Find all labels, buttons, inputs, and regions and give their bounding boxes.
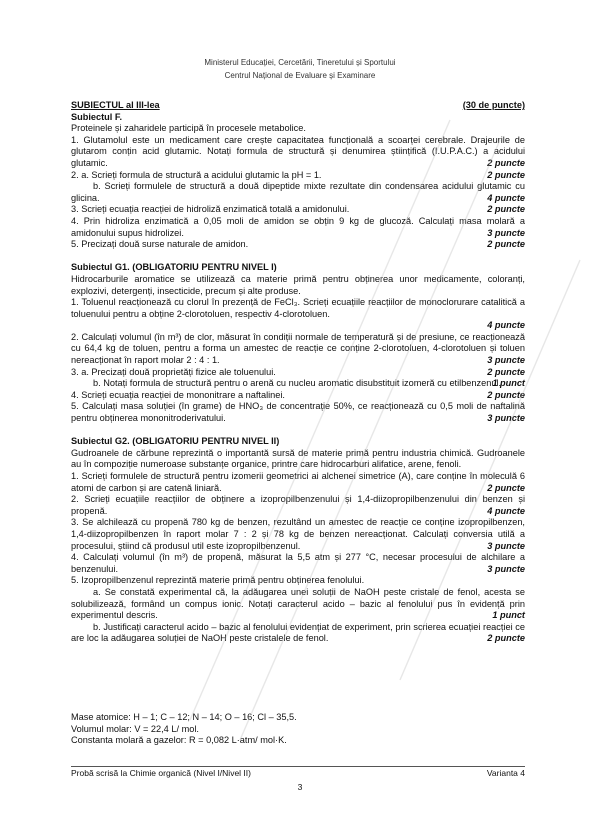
section-f-intro: Proteinele și zaharidele participă în procesele metabolice.: [71, 123, 306, 134]
page-footer: [71, 768, 525, 778]
g2-q1-points: 2 puncte: [487, 482, 525, 493]
section-g2-title: Subiectul G2. (OBLIGATORIU PENTRU NIVEL II): [71, 436, 280, 447]
exam-content: [71, 100, 525, 645]
g2-q1-text: 1. Scrieți formulele de structură pentru izomerii geometrici ai alchenei simetrice (A), care conține în moleculă 6 atomi de carbon și are catenă liniară.: [71, 471, 525, 493]
f-q2a-text: 2. a. Scrieți formula de structură a acidului glutamic la pH = 1.: [71, 169, 322, 180]
ministry-header: Ministerul Educației, Cercetării, Tineretului și Sportului: [204, 58, 396, 67]
f-question-5: [71, 239, 525, 251]
constants-block: [71, 712, 525, 747]
f-q3-text: 3. Scrieți ecuația reacției de hidroliză enzimatică totală a amidonului.: [71, 204, 350, 215]
g1-q2-text: 2. Calculați volumul (în m³) de clor, măsurat în condiții normale de temperatură și de presiune, ce reacționează cu 64,4 kg de toluen, pentru a forma un amestec de reacție ce conține 2-clorotoluen, 4-clorotoluen și toluen nereacționat în raport molar 2 : 4 : 1.: [71, 331, 525, 366]
g1-q2-points: 3 puncte: [487, 355, 525, 366]
g1-q3a-text: 3. a. Precizați două proprietăți fizice ale toluenului.: [71, 366, 276, 377]
g2-q2-points: 4 puncte: [487, 505, 525, 516]
page-number: 3: [297, 782, 303, 792]
g1-q4-points: 2 puncte: [487, 389, 525, 400]
g1-q1-points: 4 puncte: [487, 320, 525, 331]
atomic-masses: Mase atomice: H – 1; C – 12; N – 14; O – 16; Cl – 35,5.: [71, 712, 297, 722]
g1-q5-text: 5. Calculați masa soluției (în grame) de HNO₃ de concentrație 50%, ce reacționează cu 0,5 moli de naftalină pentru obținerea mononitroderivatului.: [71, 401, 525, 424]
g2-q5b-points: 2 puncte: [487, 633, 525, 644]
g2-q3-text: 3. Se alchilează cu propenă 780 kg de benzen, rezultând un amestec de reacție ce conține izopropilbenzen, 1,4-diizopropilbenzen în raport molar 7 : 2 și 78 kg de benzen nereacționat. Calculați conversia utilă a procesului, știind că produsul util este izopropilbenzenul.: [71, 517, 525, 551]
f-q2b-points: 4 puncte: [487, 192, 525, 203]
g2-q4-text: 4. Calculați volumul (în m³) de propenă, măsurat la 5,5 atm și 277 °C, necesar procesului de alchilare a benzenului.: [71, 552, 525, 574]
molar-volume: Volumul molar: V = 22,4 L/ mol.: [71, 723, 199, 734]
g1-q4-text: 4. Scrieți ecuația reacției de mononitrare a naftalinei.: [71, 389, 285, 400]
f-question-3: [71, 204, 525, 216]
g2-q5b-text: b. Justificați caracterul acido – bazic al fenolului evidențiat de experiment, prin scrierea ecuației reacției ce are loc la adăugarea soluției de NaOH peste cristalele de fenol.: [71, 621, 525, 644]
g1-question-3a: [71, 367, 525, 379]
footer-exam-name: Probă scrisă la Chimie organică (Nivel I/Nivel II): [71, 768, 251, 778]
g2-q2-text: 2. Scrieți ecuațiile reacțiilor de obținere a izopropilbenzenului și 1,4-diizopropilbenzenului din benzen și propenă.: [71, 494, 525, 516]
g1-q1-text: 1. Toluenul reacționează cu clorul în prezență de FeCl₃. Scrieți ecuațiile reacțiilor de monoclorurare catalitică a toluenului pentru a obține 2-clorotoluen, respectiv 4-clorotoluen.: [71, 297, 525, 319]
section-g1-title: Subiectul G1. (OBLIGATORIU PENTRU NIVEL I): [71, 262, 277, 273]
f-q5-text: 5. Precizați două surse naturale de amidon.: [71, 239, 249, 250]
g2-q5a-points: 1 punct: [492, 610, 525, 621]
gas-constant: Constanta molară a gazelor: R = 0,082 L·atm/ mol·K.: [71, 735, 287, 746]
f-q3-points: 2 puncte: [487, 204, 525, 215]
g2-q5a-text: a. Se constată experimental că, la adăugarea unei soluții de NaOH peste cristale de fenol, acesta se solubilizează, formând un compus ionic. Notați caracterul acido – bazic al fenolului pus în evidență prin experimentul descris.: [71, 586, 525, 621]
f-q5-points: 2 puncte: [487, 239, 525, 250]
g1-q3b-points: 1 punct: [492, 378, 525, 389]
g1-q3a-points: 2 puncte: [487, 366, 525, 377]
footer-variant: Varianta 4: [486, 768, 525, 778]
g2-q4-points: 3 puncte: [487, 563, 525, 574]
subject-heading: [71, 100, 525, 112]
f-question-2a: [71, 170, 525, 182]
subject-title: SUBIECTUL al III-lea: [71, 100, 160, 110]
f-q1-text: 1. Glutamolul este un medicament care crește capacitatea funcțională a scoarței cerebrale. Drajeurile de glutarom conțin acid glutamic. Notați formula de structură și denumirea științifică (I.U.P.A.C.) a acidului glutamic.: [71, 134, 525, 168]
f-q1-pts: 2 puncte: [487, 157, 525, 168]
f-q2b-text: b. Scrieți formulele de structură a două dipeptide mixte rezultate din condensarea acidului glutamic cu glicina.: [71, 181, 525, 203]
g1-q5-points: 3 puncte: [487, 413, 525, 424]
section-g1-intro: Hidrocarburile aromatice se utilizează ca materie primă pentru obținerea unor medicamente, coloranți, explozivi, detergenți, insecticide, precum și alte produse.: [71, 273, 525, 296]
g1-question-4: [71, 390, 525, 402]
g2-q3-points: 3 puncte: [487, 540, 525, 551]
f-q4-points: 3 puncte: [487, 227, 525, 238]
subject-points: (30 de puncte): [462, 100, 525, 110]
footer-divider: [71, 766, 525, 767]
section-g2-intro: Gudroanele de cărbune reprezintă o importantă sursă de materie primă pentru industria chimică. Gudroanele au în compoziție numeroase substanțe organice, printre care hidrocarburi alifatice, arene, fenoli.: [71, 447, 525, 470]
g2-q5-text: 5. Izopropilbenzenul reprezintă materie primă pentru obținerea fenolului.: [71, 575, 365, 586]
g1-q3b-text: b. Notați formula de structură pentru o arenă cu nucleu aromatic disubstituit izomeră cu etilbenzenul.: [93, 378, 502, 389]
f-q2a-points: 2 puncte: [487, 169, 525, 180]
center-header: Centrul Național de Evaluare și Examinare: [224, 71, 376, 80]
section-f-title: Subiectul F.: [71, 111, 123, 122]
f-q4-text: 4. Prin hidroliza enzimatică a 0,05 moli de amidon se obțin 9 kg de glucoză. Calculați masa molară a amidonului supus hidrolizei.: [71, 215, 525, 238]
